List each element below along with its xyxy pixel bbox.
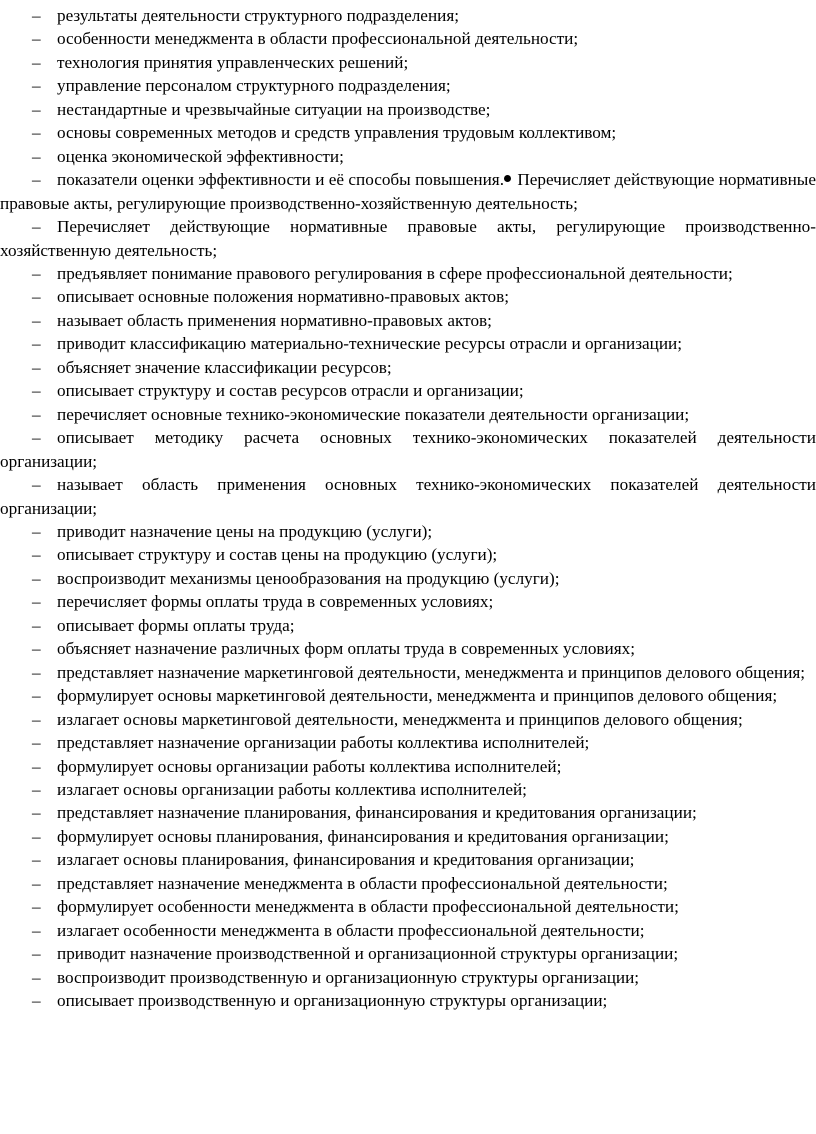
list-dash: –	[32, 592, 41, 612]
list-dash: –	[32, 568, 41, 588]
list-item-text: излагает особенности менеджмента в области профессиональной деятельности;	[57, 920, 645, 940]
list-item-text: объясняет назначение различных форм оплаты труда в современных условиях;	[57, 639, 635, 659]
list-item-text: технология принятия управленческих решений;	[57, 52, 409, 72]
list-item	[0, 661, 816, 684]
list-item-text: описывает основные положения нормативно-правовых актов;	[57, 287, 510, 307]
list-item-text: описывает методику расчета основных технико-экономических показателей деятельности организации;	[0, 428, 816, 471]
list-dash: –	[32, 334, 41, 354]
list-dash: –	[32, 381, 41, 401]
list-item-text: описывает производственную и организационную структуры организации;	[57, 991, 608, 1011]
list-item-text: представляет назначение планирования, финансирования и кредитования организации;	[57, 803, 697, 823]
list-dash: –	[32, 217, 41, 237]
list-item-text: представляет назначение менеджмента в области профессиональной деятельности;	[57, 873, 668, 893]
list-item-text: приводит назначение производственной и организационной структуры организации;	[57, 944, 679, 964]
list-item-text: приводит назначение цены на продукцию (услуги);	[57, 521, 433, 541]
list-item	[0, 989, 816, 1012]
list-item	[0, 872, 816, 895]
list-item-text: воспроизводит производственную и организационную структуры организации;	[57, 967, 640, 987]
list-item	[0, 966, 816, 989]
list-dash: –	[32, 123, 41, 143]
list-dash: –	[32, 52, 41, 72]
list-item	[0, 4, 816, 27]
list-dash: –	[32, 733, 41, 753]
list-item	[0, 309, 816, 332]
list-item	[0, 520, 816, 543]
list-dash: –	[32, 310, 41, 330]
list-item	[0, 848, 816, 871]
list-dash: –	[32, 873, 41, 893]
list-item-text: показатели оценки эффективности и её способы повышения.	[57, 170, 504, 190]
list-item	[0, 543, 816, 566]
list-item	[0, 285, 816, 308]
list-item-text: формулирует особенности менеджмента в области профессиональной деятельности;	[57, 897, 679, 917]
list-item	[0, 801, 816, 824]
list-dash: –	[32, 686, 41, 706]
list-item-text: излагает основы планирования, финансирования и кредитования организации;	[57, 850, 635, 870]
list-item	[0, 215, 816, 262]
list-dash: –	[32, 287, 41, 307]
list-item-text: Перечисляет действующие нормативные правовые акты, регулирующие производственно-хозяйственную деятельность;	[0, 217, 816, 260]
list-item	[0, 825, 816, 848]
list-item	[0, 51, 816, 74]
document-page	[0, 4, 816, 1012]
list-item-text: перечисляет формы оплаты труда в современных условиях;	[57, 592, 494, 612]
list-item-text: называет область применения нормативно-правовых актов;	[57, 310, 492, 330]
list-item-text: приводит классификацию материально-технические ресурсы отрасли и организации;	[57, 334, 682, 354]
list-dash: –	[32, 521, 41, 541]
list-item	[0, 332, 816, 355]
list-dash: –	[32, 779, 41, 799]
list-item	[0, 919, 816, 942]
list-item	[0, 379, 816, 402]
list-dash: –	[32, 709, 41, 729]
list-item-text: формулирует основы организации работы коллектива исполнителей;	[57, 756, 562, 776]
list-item	[0, 684, 816, 707]
list-item-text: формулирует основы планирования, финансирования и кредитования организации;	[57, 826, 669, 846]
list-item-text: предъявляет понимание правового регулирования в сфере профессиональной деятельности;	[57, 263, 733, 283]
list-dash: –	[32, 803, 41, 823]
list-dash: –	[32, 826, 41, 846]
list-item	[0, 731, 816, 754]
list-dash: –	[32, 170, 41, 190]
list-dash: –	[32, 29, 41, 49]
list-item-text: основы современных методов и средств управления трудовым коллективом;	[57, 123, 617, 143]
list-item	[0, 98, 816, 121]
list-item-text: особенности менеджмента в области профессиональной деятельности;	[57, 29, 579, 49]
list-dash: –	[32, 615, 41, 635]
list-item	[0, 145, 816, 168]
list-dash: –	[32, 639, 41, 659]
list-item	[0, 895, 816, 918]
list-item-text: нестандартные и чрезвычайные ситуации на производстве;	[57, 99, 491, 119]
list-item	[0, 426, 816, 473]
list-item-text: формулирует основы маркетинговой деятельности, менеджмента и принципов делового общения;	[57, 686, 778, 706]
list-dash: –	[32, 428, 41, 448]
list-item-text: результаты деятельности структурного подразделения;	[57, 6, 460, 25]
list-dash: –	[32, 475, 41, 495]
list-item	[0, 708, 816, 731]
list-item-text: называет область применения основных технико-экономических показателей деятельности организации;	[0, 475, 816, 518]
list-item-text: излагает основы маркетинговой деятельности, менеджмента и принципов делового общения;	[57, 709, 743, 729]
list-item	[0, 74, 816, 97]
list-item	[0, 403, 816, 426]
list-item-text: представляет назначение организации работы коллектива исполнителей;	[57, 733, 590, 753]
list-item	[0, 27, 816, 50]
list-dash: –	[32, 850, 41, 870]
list-item-text: представляет назначение маркетинговой деятельности, менеджмента и принципов делового общения;	[57, 662, 806, 682]
list-item	[0, 262, 816, 285]
list-item	[0, 942, 816, 965]
list-item	[0, 614, 816, 637]
list-item-text: излагает основы организации работы коллектива исполнителей;	[57, 779, 527, 799]
list-item-text: описывает структуру и состав ресурсов отрасли и организации;	[57, 381, 524, 401]
list-dash: –	[32, 357, 41, 377]
list-dash: –	[32, 897, 41, 917]
list-item-text: управление персоналом структурного подразделения;	[57, 76, 451, 96]
list-dash: –	[32, 263, 41, 283]
list-item	[0, 778, 816, 801]
list-dash: –	[32, 404, 41, 424]
list-dash: –	[32, 756, 41, 776]
list-item-text: описывает структуру и состав цены на продукцию (услуги);	[57, 545, 498, 565]
list-item-text: перечисляет основные технико-экономические показатели деятельности организации;	[57, 404, 690, 424]
list-item	[0, 755, 816, 778]
list-dash: –	[32, 991, 41, 1011]
list-item	[0, 473, 816, 520]
list-dash: –	[32, 146, 41, 166]
list-dash: –	[32, 99, 41, 119]
list-dash: –	[32, 545, 41, 565]
list-item	[0, 567, 816, 590]
list-item	[0, 168, 816, 215]
list-item	[0, 637, 816, 660]
list-dash: –	[32, 662, 41, 682]
list-item-text: объясняет значение классификации ресурсов;	[57, 357, 392, 377]
list-dash: –	[32, 967, 41, 987]
list-item	[0, 121, 816, 144]
list-dash: –	[32, 76, 41, 96]
list-item-text: описывает формы оплаты труда;	[57, 615, 295, 635]
list-item	[0, 590, 816, 613]
list-dash: –	[32, 6, 41, 25]
list-dash: –	[32, 944, 41, 964]
list-item-text-continued: Перечисляет действующие нормативные правовые акты, регулирующие производственно-хозяйственную деятельность;	[0, 170, 816, 213]
list-item	[0, 356, 816, 379]
bullet-icon	[504, 175, 511, 182]
list-item-text: воспроизводит механизмы ценообразования на продукцию (услуги);	[57, 568, 560, 588]
list-dash: –	[32, 920, 41, 940]
list-item-text: оценка экономической эффективности;	[57, 146, 344, 166]
